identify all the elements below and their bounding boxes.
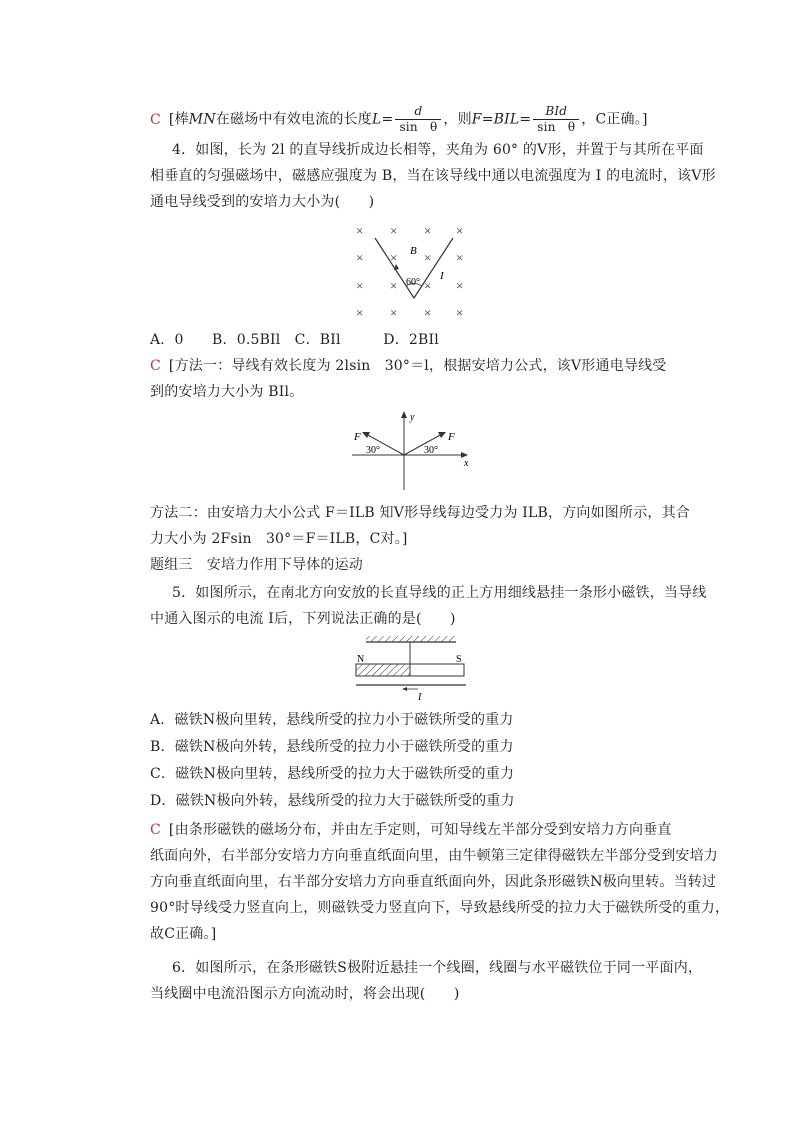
answer-letter: C xyxy=(150,111,161,128)
svg-text:30°: 30° xyxy=(424,445,438,456)
q5-answer-line-5: 故C正确。] xyxy=(150,926,217,942)
magnet-north-half xyxy=(356,664,410,676)
svg-text:×: × xyxy=(424,223,432,238)
svg-text:×: × xyxy=(356,223,364,238)
angle-label: 60° xyxy=(406,277,420,288)
q4-text-line-1: 4．如图，长为 2l 的直导线折成边长相等，夹角为 60° 的V形，并置于与其所在平面 xyxy=(172,142,704,158)
magnet-wire-figure xyxy=(348,636,472,700)
svg-text:30°: 30° xyxy=(366,445,380,456)
n-pole-label: N xyxy=(357,654,365,665)
q4-answer-line-2: 到的安培力大小为 BIl。 xyxy=(150,384,304,400)
svg-text:F: F xyxy=(354,431,361,443)
q6-text-line-2: 当线圈中电流沿图示方向流动时，将会出现( ) xyxy=(150,986,460,1002)
q3-answer-line: C [棒MN在磁场中有效电流的长度L= $\frac{d}{\text{sin θ}}$ ，则F=BIL= $\frac{\text{BId}}{\text{sin θ}}$ ，C正确。] xyxy=(150,104,648,134)
current-label: I xyxy=(418,692,422,700)
svg-text:×: × xyxy=(390,223,398,238)
q5-option-b: B．磁铁N极向外转，悬线所受的拉力小于磁铁所受的重力 xyxy=(150,739,514,755)
q5-answer-line-2: 纸面向外，右半部分安培力方向垂直纸面向里，由牛顿第三定律得磁铁左半部分受到安培力 xyxy=(150,848,718,864)
magnet-south-half xyxy=(410,664,464,676)
q5-option-d: D．磁铁N极向外转，悬线所受的拉力大于磁铁所受的重力 xyxy=(150,793,515,809)
svg-text:×: × xyxy=(356,305,364,320)
section-title: 题组三 安培力作用下导体的运动 xyxy=(150,557,363,573)
svg-text:y: y xyxy=(410,412,415,423)
q4-options: A．0 B．0.5BIl C．BIl D．2BIl xyxy=(150,332,439,348)
svg-text:×: × xyxy=(390,250,398,265)
svg-text:×: × xyxy=(390,305,398,320)
q6-text-line-1: 6．如图所示，在条形磁铁S极附近悬挂一个线圈，线圈与水平磁铁位于同一平面内， xyxy=(172,960,703,976)
svg-text:×: × xyxy=(424,305,432,320)
s-pole-label: S xyxy=(456,654,462,665)
force-diagram xyxy=(350,408,475,490)
field-label-b: B xyxy=(410,245,417,257)
q5-answer-line-3: 方向垂直纸面向里，右半部分安培力方向垂直纸面向外，因此条形磁铁N极向里转。当转过 xyxy=(150,874,717,890)
svg-text:×: × xyxy=(424,278,432,293)
magnetic-field-crosses xyxy=(356,223,463,320)
svg-text:×: × xyxy=(456,223,464,238)
svg-text:×: × xyxy=(424,250,432,265)
q4-answer-line-1: C [方法一：导线有效长度为 2lsin 30°＝l，根据安培力公式，该V形通电导线受 xyxy=(150,358,667,374)
current-label-i: I xyxy=(440,270,444,282)
answer-letter: C xyxy=(150,822,161,838)
svg-text:×: × xyxy=(456,305,464,320)
fraction: $\frac{d}{\text{sin θ}}$ xyxy=(395,104,441,135)
q5-text-line-1: 5．如图所示，在南北方向安放的长直导线的正上方用细线悬挂一条形小磁铁，当导线 xyxy=(172,585,707,601)
v-wire-figure xyxy=(350,218,480,324)
svg-text:x: x xyxy=(464,458,469,469)
method2-line-2: 力大小为 2Fsin 30°＝F＝ILB，C对。] xyxy=(150,531,408,547)
answer-letter: C xyxy=(150,358,161,374)
q5-answer-line-1: C [由条形磁铁的磁场分布，并由左手定则，可知导线左半部分受到安培力方向垂直 xyxy=(150,822,672,838)
q5-answer-line-4: 90°时导线受力竖直向上，则磁铁受力竖直向下，导致悬线所受的拉力大于磁铁所受的重力， xyxy=(150,900,730,916)
method2-line-1: 方法二：由安培力大小公式 F＝ILB 知V形导线每边受力为 ILB，方向如图所示，其合 xyxy=(150,505,691,521)
q5-option-a: A．磁铁N极向里转，悬线所受的拉力小于磁铁所受的重力 xyxy=(150,712,514,728)
svg-text:F: F xyxy=(448,431,455,443)
svg-text:×: × xyxy=(356,278,364,293)
svg-text:×: × xyxy=(456,278,464,293)
svg-text:×: × xyxy=(356,250,364,265)
q5-text-line-2: 中通入图示的电流 I后，下列说法正确的是( ) xyxy=(150,611,456,627)
fraction: $\frac{\text{BId}}{\text{sin θ}}$ xyxy=(533,104,579,135)
svg-text:×: × xyxy=(390,278,398,293)
q4-text-line-3: 通电导线受到的安培力大小为( ) xyxy=(150,194,375,210)
q4-text-line-2: 相垂直的匀强磁场中，磁感应强度为 B，当在该导线中通以电流强度为 I 的电流时，该V形 xyxy=(150,168,716,184)
svg-text:×: × xyxy=(456,250,464,265)
q5-option-c: C．磁铁N极向里转，悬线所受的拉力大于磁铁所受的重力 xyxy=(150,766,515,782)
